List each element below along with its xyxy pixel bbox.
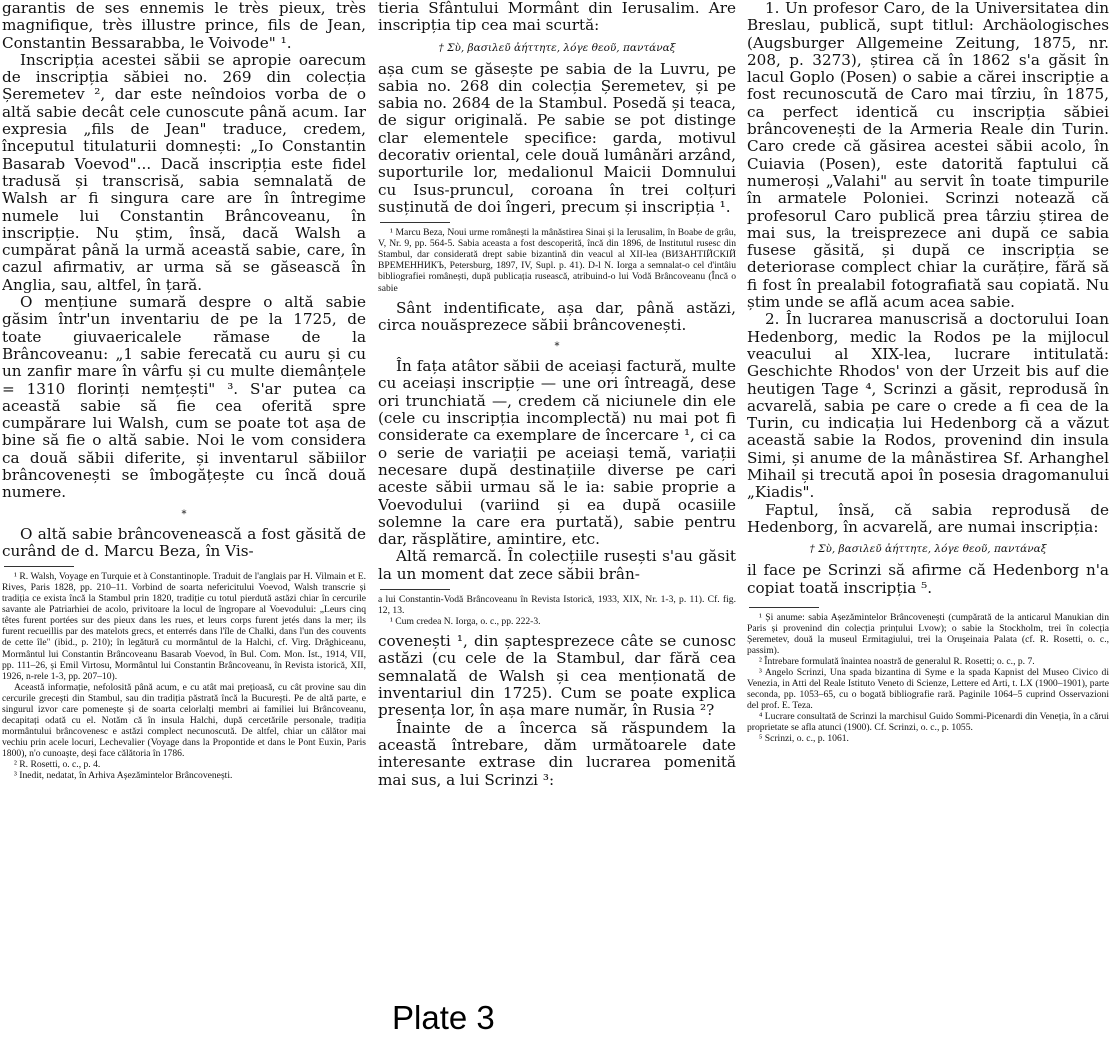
col2-footnote-rule-2 <box>380 589 450 590</box>
col3-footnote-2: ² Întrebare formulată înaintea noastră de generalul R. Rosetti; o. c., p. 7. <box>759 655 1035 667</box>
col2-greek-inscription: † Σὺ, βασιλεῦ ἀήττητε, λόγε θεοῦ, παντάναξ <box>438 41 676 54</box>
col2-footnote-1-continued: a lui Constantin-Vodă Brâncoveanu în Revista Istorică, 1933, XIX, Nr. 1-3, p. 11). Cf. fig. 12, 13. <box>378 594 736 617</box>
col2-paragraph-4: În fața atâtor săbii de aceiași factură, multe cu aceiași inscripție — une ori întreagă, dese ori trunchiată —, credem că niciunele din ele (cele cu inscripția incomplectă) nu mai pot fi considerate ca exemplare de încercare ¹, ci ca o serie de variații pe aceiași temă, variații necesare după destinațiile diverse pe cari aceste săbii urmau să le ia: sabie proprie a Voevodului (variind și ea după ocasiile solemne la care era purtată), sabie pentru dar, răsplătire, amintire, etc. <box>378 357 736 549</box>
col2-paragraph-2: așa cum se găsește pe sabia de la Luvru, pe sabia no. 268 din colecția Șeremetev, și pe sabia no. 2684 de la Stambul. Posedă și teaca, de sigur originală. Pe sabie se pot distinge clar elementele specifice: garda, motivul decorativ oriental, cele două lumânări arzând, suporturile lor, medalionul Maicii Domnului cu Isus-pruncul, coroana în trei colțuri susținută de doi îngeri, precum și inscripția ¹. <box>378 59 736 216</box>
col1-footnote-1-continued: Această informație, nefolosită până acum, e cu atât mai prețioasă, cu cât provine sau din cercurile grecești din Stambul, sau din tradiția păstrată încă la București. Pe de altă parte, e singurul izvor care pomenește și de soarta celorlalți membri ai familiei lui Brâncoveanu, decapitați odată cu el. Notăm că în insula Halchi, după cercetările personale, tradiția mormântului brâncovenesc e astăzi complect necunoscută. De altfel, chiar un călător mai vechiu prin acele locuri, Lechevalier (Voyage dans la Propontide et dans le Pont Euxin, Paris 1800), n'o cunoaște, deși face călătoria în 1786. <box>2 681 366 759</box>
col3-footnote-5: ⁵ Scrinzi, o. c., p. 1061. <box>759 733 849 745</box>
col1-footnote-1: ¹ R. Walsh, Voyage en Turquie et à Constantinople. Traduit de l'anglais par H. Vilmain et E. Rives, Paris 1828, pp. 210–11. Vorbind de soarta nefericitului Voevod, Walsh transcrie și tradiția ce exista încă la Stambul prin 1820, tradiție cu totul pierdută astăzi chiar în cercurile savante ale Patriarhiei de acolo, privitoare la locul de îngropare al Voevodului: „Leurs cinq têtes furent portées sur des pieux dans les rues, et leurs corps furent jetés dans la mer; ils furent recueillis par des matelots grecs, et enterrés dans l'île de Chalki, dans l'un des couvents de cette île" (ibid., p. 210); în legătură cu mormântul de la Halchi, cf. Virg. Drăghiceanu, Mormântul lui Constantin Brâncoveanu Basarab Voevod, în Bul. Com. Mon. Ist., 1914, VII, pp. 111–26, și Emil Virtosu, Mormântul lui Constantin Brâncoveanu, în Revista istorică, XII, 1926, n-rele 1-3, pp. 207–10). <box>2 571 366 682</box>
col1-paragraph-4: O altă sabie brâncovenească a fost găsită de curând de d. Marcu Beza, în Vis- <box>2 524 366 560</box>
column-3 <box>747 0 1109 1040</box>
col1-paragraph-2: Inscripția acestei săbii se apropie oarecum de inscripția săbiei no. 269 din colecția Șeremetev ², dar este neîndoios vorba de o altă sabie decât cele cunoscute până acum. Iar expresia „fils de Jean" traduce, credem, începutul titulaturii domnești: „Io Constantin Basarab Voevod"... Dacă inscripția este fidel tradusă și transcrisă, sabia semnalată de Walsh ar fi singura care are în întregime numele lui Constantin Brâncoveanu, în inscripție. Nu știm, însă, dacă Walsh a cumpărat până la urmă această sabie, care, în cazul afirmativ, ar urma să se găsească în Anglia, sau, altfel, în țară. <box>2 50 366 294</box>
col3-paragraph-2: 2. În lucrarea manuscrisă a doctorului Ioan Hedenborg, medic la Rodos pe la mijlocul veacului al XIX-lea, lucrare intitulată: Geschichte Rhodos' von der Urzeit bis auf die heutigen Tage ⁴, Scrinzi a găsit, reprodusă în acvarelă, sabia pe care o crede a fi cea de la Turin, cu indicația lui Hedenborg că a văzut această sabie la Rodos, provenind din insula Simi, și anume de la mânăstirea Sf. Arhanghel Mihail și trecută apoi în posesia dragomanului „Kiadis". <box>747 310 1109 502</box>
col1-footnote-rule <box>4 566 74 567</box>
col2-section-separator: * <box>554 341 560 353</box>
col1-paragraph-3: O mențiune sumară despre o altă sabie găsim într'un inventariu de pe la 1725, de toate giuvaericalele rămase de la Brâncoveanu: „1 sabie ferecată cu auru și cu un zanfir mare în vârfu și cu multe diemânțele = 1310 florinți nemțești" ³. S'ar putea ca această sabie să fie cea oferită spre cumpărare lui Walsh, cum se poate tot așa de bine să fie o altă sabie. Noi le vom considera ca două săbii diferite, și inventarul săbiilor brâncovenești se îmbogățește cu încă două numere. <box>2 293 366 502</box>
col3-paragraph-4: il face pe Scrinzi să afirme că Hedenborg n'a copiat toată inscripția ⁵. <box>747 561 1109 597</box>
col1-footnote-3: ³ Inedit, nedatat, în Arhiva Așezămintelor Brâncovenești. <box>14 770 233 782</box>
col3-footnote-1: ¹ Și anume: sabia Așezămintelor Brâncovenești (cumpărată de la anticarul Manukian din Paris și provenind din colecția prințului Lvow); o sabie la Stockholm, trei în colecția Șeremetev, două la museul Ermitagiului, trei la Oruşeinaia Palata (cf. R. Rosetti, o. c., passim). <box>747 611 1109 656</box>
column-1 <box>2 0 366 1040</box>
col2-paragraph-7: Înainte de a încerca să răspundem la această întrebare, dăm următoarele date interesante extrase din lucrarea pomenită mai sus, a lui Scrinzi ³: <box>378 718 736 789</box>
col1-footnotes <box>2 571 366 781</box>
col3-paragraph-1: 1. Un profesor Caro, de la Universitatea din Breslau, publică, supt titlul: Archäologisches (Augsburger Allgemeine Zeitung, 1875, nr. 208, p. 3273), știrea că în 1862 s'a găsit în lacul Goplo (Posen) o sabie a cărei inscripție a fost recunoscută de Caro mai tîrziu, în 1875, ca perfect identică cu inscripția săbiei brâncovenești de la Armeria Reale din Turin. Caro crede că găsirea acestei săbii acolo, în Cuiavia (Posen), este datorită faptului că numeroși „Valahi" au servit în toate timpurile în armatele Poloniei. Scrinzi notează că profesorul Caro publică prea târziu știrea de mai sus, la treisprezece ani după ce sabia fusese găsită, și după ce inscripția se deteriorase complect chiar la curățire, fără să fi fost în prealabil fotografiată sau copiată. Nu știm unde se află acum acea sabie. <box>747 0 1109 312</box>
col3-greek-inscription: † Σὺ, βασιλεῦ ἀήττητε, λόγε θεοῦ, παντάναξ <box>809 543 1047 556</box>
col3-footnote-rule <box>749 607 819 608</box>
col1-paragraph-1: garantis de ses ennemis le très pieux, très magnifique, très illustre prince, fils de Jean, Constantin Bessarabba, le Voivode" ¹. <box>2 0 366 52</box>
col2-paragraph-3: Sânt indentificate, așa dar, până astăzi, circa nouăsprezece săbii brâncovenești. <box>378 298 736 334</box>
col2-paragraph-1: tieria Sfântului Mormânt din Ierusalim. Are inscripția tip cea mai scurtă: <box>378 0 736 35</box>
col3-footnote-3: ³ Angelo Scrinzi, Una spada bizantina di Syme e la spada Kapnist del Museo Civico di Venezia, in Atti del Reale Istituto Veneto di Scienze, Lettere ed Arti, t. LX (1900–1901), parte seconda, pp. 1053–65, cu o bogată bibliografie rară. Paginile 1064–5 cuprind Osservazioni del prof. E. Teza. <box>747 667 1109 712</box>
col3-paragraph-3: Faptul, însă, că sabia reprodusă de Hedenborg, în acvarelă, are numai inscripția: <box>747 500 1109 536</box>
col1-main-text <box>2 0 366 560</box>
col2-footnote-rule-1 <box>380 222 450 223</box>
plate-label: Plate 3 <box>392 999 495 1036</box>
column-2 <box>378 0 736 1040</box>
col3-footnotes <box>747 612 1109 745</box>
col1-footnote-2: ² R. Rosetti, o. c., p. 4. <box>14 759 101 770</box>
col2-paragraph-6: covenești ¹, din șaptesprezece câte se cunosc astăzi (cu cele de la Stambul, dar fără cea semnalată de Walsh și cea menționată de inventariul din 1725). Cum se poate explica presența lor, în așa mare număr, în Rusia ²? <box>378 632 736 720</box>
col3-footnote-4: ⁴ Lucrare consultată de Scrinzi la marchisul Guido Sommi-Picenardi din Veneția, în a cărui proprietate se afla atunci (1900). Cf. Scrinzi, o. c., p. 1055. <box>747 711 1109 734</box>
col2-footnote-2: ¹ Cum credea N. Iorga, o. c., pp. 222-3. <box>390 616 541 628</box>
col2-main-text-bottom <box>378 633 736 789</box>
col2-main-text-middle <box>378 300 736 583</box>
col2-footnotes-1 <box>378 227 736 293</box>
col1-section-separator: * <box>181 508 187 520</box>
col2-footnote-1: ¹ Marcu Beza, Noui urme românești la mânăstirea Sinai și la Ierusalim, în Boabe de grâu, V, Nr. 9, pp. 564-5. Sabia aceasta a fost descoperită, încă din 1896, de Institutul rusesc din Stambul, dar considerată drept sabie bizantină din veacul al XII-lea (ВИЗАНТІЙСКІЙ ВРЕМЕННИКЪ, Petersburg, 1897, IV, Supl. p. 41). D-l N. Iorga a semnalat-o cel d'intâiu bibliografiei românești, după publicația rusească, atribuind-o lui Vodă Brâncoveanu (Încă o sabie <box>378 227 736 294</box>
col2-paragraph-5: Altă remarcă. În colecțiile rusești s'au găsit la un moment dat zece săbii brân- <box>378 547 736 583</box>
col3-main-text <box>747 0 1109 597</box>
col2-main-text-top <box>378 0 736 216</box>
col2-footnotes-2 <box>378 594 736 627</box>
